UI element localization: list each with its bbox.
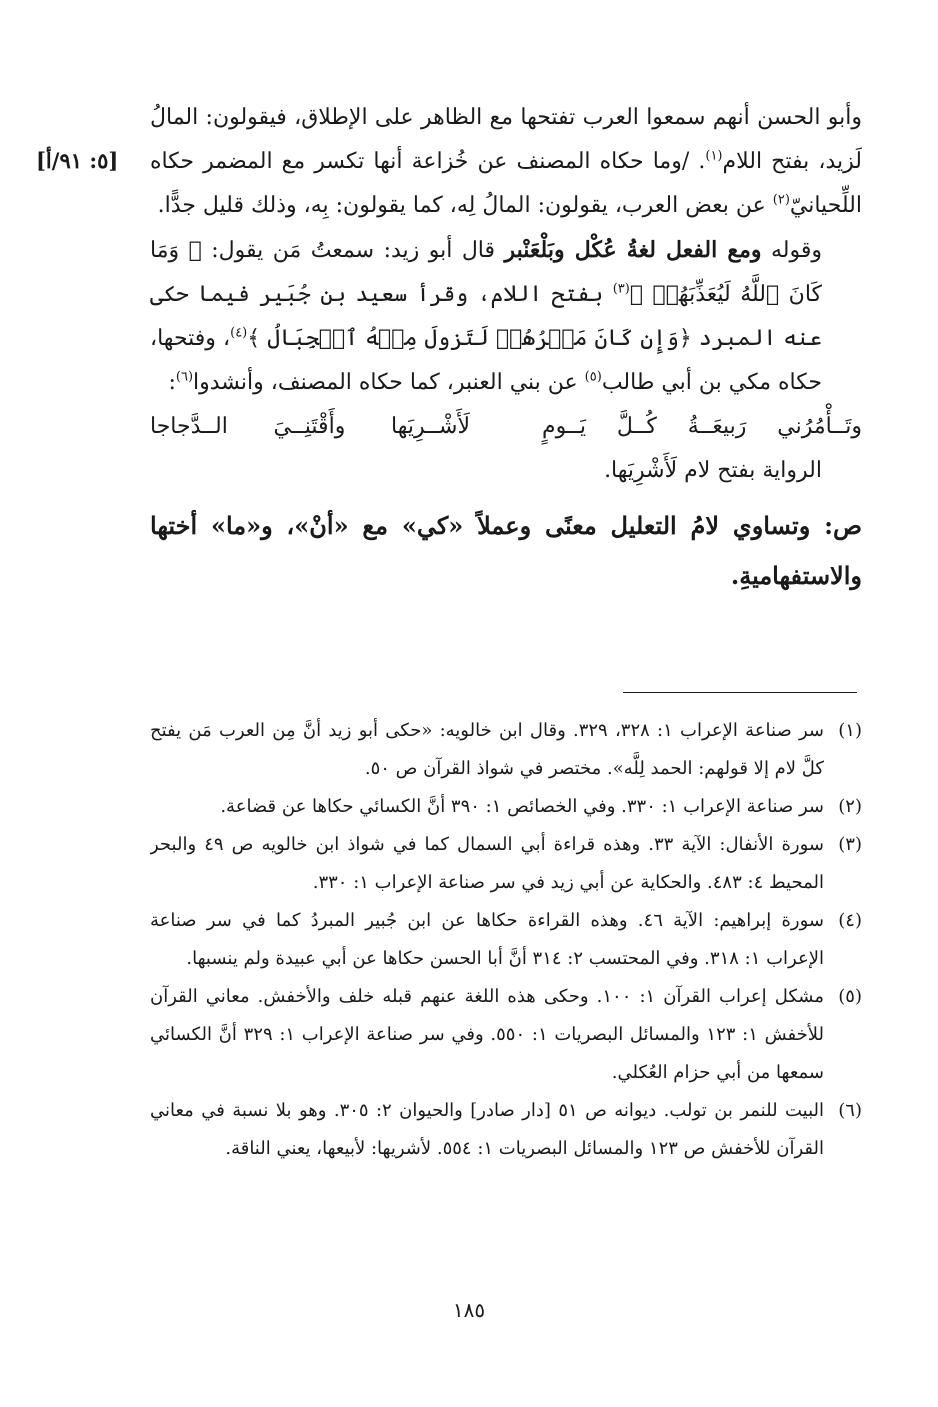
footnote-ref-6[interactable]: (٦) bbox=[175, 369, 194, 385]
paragraph-2-part-d: عن بني العنبر، كما حكاه المصنف، وأنشدوا bbox=[193, 370, 578, 395]
verse-second-hemistich: لَأَشْــرِيَها وأَقْتَنِــيَ الــدَّجاجا bbox=[150, 414, 470, 439]
margin-folio-note: [٥: ٩١/أ] bbox=[36, 148, 119, 173]
footnote-text: سر صناعة الإعراب ١: ٣٢٨، ٣٢٩. وقال ابن خالويه: «حكى أبو زيد أنَّ مِن العرب مَن يفتح كلَّ لام إلا قولهم: الحمد لِلَّه». مختصر في شواذ القرآن ص ٥٠. bbox=[150, 720, 825, 779]
footnote-number: (١) bbox=[838, 720, 862, 741]
footnote-6 bbox=[150, 1092, 862, 1168]
footnote-1 bbox=[150, 712, 862, 788]
footnote-number: (٤) bbox=[838, 910, 862, 931]
footnote-ref-3[interactable]: (٣) bbox=[612, 281, 630, 297]
footnote-2 bbox=[150, 788, 862, 826]
footnote-number: (٦) bbox=[838, 1100, 862, 1121]
paragraph-3 bbox=[150, 449, 862, 493]
verse-first-hemistich: وتَــأْمُرُني رَبيعَــةُ كُــلَّ يَــومٍ bbox=[542, 414, 862, 439]
footnote-ref-5[interactable]: (٥) bbox=[584, 369, 602, 385]
quoted-phrase: ومع الفعل لغةُ عُكْل وبَلْعَنْبر bbox=[504, 237, 762, 263]
footnotes-section bbox=[150, 712, 862, 1302]
footnote-3 bbox=[150, 826, 862, 902]
footnote-number: (٥) bbox=[838, 986, 862, 1007]
footnote-text: سر صناعة الإعراب ١: ٣٣٠. وفي الخصائص ١: ٣٩٠ أنَّ الكسائي حكاها عن قضاعة. bbox=[220, 796, 824, 817]
footnote-number: (٢) bbox=[838, 796, 862, 817]
page-number: ١٨٥ bbox=[452, 1298, 486, 1322]
rule-statement bbox=[150, 501, 862, 601]
footnote-text: مشكل إعراب القرآن ١: ١٠٠. وحكى هذه اللغة عنهم قبله خلف والأخفش. معاني القرآن للأخفش ١: ١٢٣ والمسائل البصريات ١: ٥٥٠. وفي سر صناعة الإعراب ١: ٣٢٩ أنَّ الكسائي سمعها من أبي حزام العُكلي. bbox=[150, 986, 824, 1083]
paragraph-1 bbox=[150, 96, 862, 228]
footnote-ref-2[interactable]: (٢) bbox=[772, 192, 790, 208]
footnote-text: سورة إبراهيم: الآية ٤٦. وهذه القراءة حكاها عن ابن جُبير المبردُ كما في سر صناعة الإعراب ١: ٣١٨. وفي المحتسب ٢: ٣١٤ أنَّ أبا الحسن حكاها عن أبي عبيدة ولم ينسبها. bbox=[150, 910, 824, 969]
paragraph-1-text: وأبو الحسن أنهم سمعوا العرب تفتحها مع الظاهر على الإطلاق، فيقولون: المالُ لَزيد، بفتح اللام$^{(١)}$. /وما حكاه المصنف عن خُزاعة أنها تكسر مع المضمر حكاه اللِّحيانيّ$^{(٢)}$ عن بعض العرب، يقولون: المالُ لِه، كما يقولون: بِه، وذلك قليل جدًّا. bbox=[150, 105, 862, 218]
paragraph-3-text: الرواية بفتح لام لَأَشْرِيَها. bbox=[604, 458, 822, 483]
paragraph-2-part-e: : bbox=[168, 370, 176, 395]
footnote-ref-4[interactable]: (٤) bbox=[230, 325, 248, 341]
paragraph-2-part-a: قال أبو زيد: سمعتُ مَن يقول: ﴿ وَمَا كَانَ ٱللَّهُ لَيُعَذِّبَهُمۡ ﴾ bbox=[150, 238, 823, 307]
footnote-ref-1[interactable]: (١) bbox=[705, 148, 723, 164]
footnote-separator bbox=[623, 692, 857, 693]
paragraph-2-lead: وقوله bbox=[771, 238, 823, 263]
footnote-5 bbox=[150, 978, 862, 1092]
main-text bbox=[150, 96, 862, 676]
poetry-verse bbox=[150, 405, 862, 449]
footnote-text: البيت للنمر بن تولب. ديوانه ص ٥١ [دار صادر] والحيوان ٢: ٣٠٥. وهو بلا نسبة في معاني القرآن للأخفش ص ١٢٣ والمسائل البصريات ١: ٥٥٤. لأشريها: لأبيعها، يعني الناقة. bbox=[150, 1100, 824, 1159]
footnote-number: (٣) bbox=[838, 834, 862, 855]
rule-statement-text: ص: وتساوي لامُ التعليل معنًى وعملاً «كي» مع «أنْ»، و«ما» أختها والاستفهاميةِ. bbox=[150, 511, 862, 590]
footnote-4 bbox=[150, 902, 862, 978]
footnote-text: سورة الأنفال: الآية ٣٣. وهذه قراءة أبي السمال كما في شواذ ابن خالويه ص ٤٩ والبحر المحيط ٤: ٤٨٣. والحكاية عن أبي زيد في سر صناعة الإعراب ١: ٣٣٠. bbox=[150, 834, 824, 893]
paragraph-2-part-c: ، وفتحها، حكاه مكي بن أبي طالب bbox=[150, 326, 822, 395]
paragraph-2-part-b: بفتح اللام، وقرأ سعيد بن جُبَير فيما حكى عنه المبرد ﴿وَإِن كَانَ مَكۡرُهُمۡ لَتَزولَ مِنۡهُ ٱلۡجِبَالُ ﴾ bbox=[150, 282, 822, 351]
paragraph-2 bbox=[150, 228, 862, 405]
